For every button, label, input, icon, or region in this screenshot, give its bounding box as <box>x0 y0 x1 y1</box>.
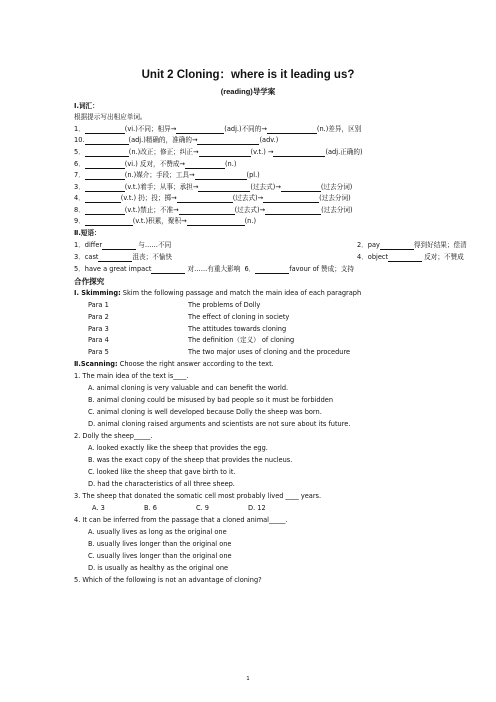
option: B. was the exact copy of the sheep that provides the nucleus. <box>88 456 293 464</box>
option: C. usually lives longer than the original one <box>88 552 232 560</box>
option: B. animal cloning could be misused by bad people so it must be forbidden <box>88 396 334 404</box>
phrase-row: 5．have a great impact 对……有重大影响 6． favour of 赞成；支持 <box>74 265 354 273</box>
option: D. animal cloning raised arguments and scientists are not sure about its future. <box>88 420 351 428</box>
option: A. looked exactly like the sheep that provides the egg. <box>88 444 268 452</box>
para-row: Para 4 The definition（定义） of cloning <box>88 336 295 344</box>
question: 5. Which of the following is not an advantage of cloning? <box>74 576 262 584</box>
question: 4. It can be inferred from the passage that a cloned animal_____. <box>74 516 288 524</box>
para-row: Para 3 The attitudes towards cloning <box>88 325 287 333</box>
option: A. usually lives as long as the original one <box>88 528 227 536</box>
explore-heading: 合作探究 <box>74 277 105 286</box>
skimming-instruction: Ⅰ. Skimming: Skim the following passage and match the main idea of each paragraph <box>74 289 362 297</box>
vocab-item: 3． (v.t.)着手；从事；承担→ (过去式)→ (过去分词) <box>74 183 353 191</box>
phrase-row: 3．cast 沮丧；不愉快 4．object 反对；不赞成 <box>74 253 464 261</box>
option: A. animal cloning is very valuable and can benefit the world. <box>88 384 289 392</box>
page-subtitle: (reading)导学案 <box>220 87 276 96</box>
vocab-item: 10. (adj.)精确的，准确的→ (adv.) <box>74 136 279 144</box>
vocab-item: 1． (vi.)不同；相异→ (adj.)不同的→ (n.)差异，区别 <box>74 125 362 133</box>
phrases-heading: Ⅱ.短语： <box>74 229 101 237</box>
option: D. had the characteristics of all three sheep. <box>88 480 235 488</box>
vocab-instruction: 根据提示写出相应单词。 <box>74 113 147 121</box>
vocab-item: 9． (v.t.)积累，聚积→ (n.) <box>74 217 257 225</box>
option: C. looked like the sheep that gave birth to it. <box>88 468 236 476</box>
vocab-item: 7． (n.)媒介；手段；工具→ (pl.) <box>74 171 260 179</box>
vocab-item: 5． (n.)改正；修正；纠正→ (v.t.) → (adj.正确的) <box>74 148 363 156</box>
page-title: Unit 2 Cloning：where is it leading us? <box>141 69 355 81</box>
vocab-heading: Ⅰ.词汇： <box>74 102 99 110</box>
scanning-instruction: Ⅱ.Scanning: Choose the right answer according to the text. <box>74 360 274 368</box>
question: 3. The sheep that donated the somatic cell most probably lived ____ years. <box>74 492 322 500</box>
vocab-item: 4． (v.t.) 扔；投；掷→ (过去式)→ (过去分词) <box>74 194 351 202</box>
question: 2. Dolly the sheep_____. <box>74 432 153 440</box>
page-number: 1 <box>246 676 250 682</box>
para-row: Para 2 The effect of cloning in society <box>88 313 290 321</box>
question: 1. The main idea of the text is____. <box>74 372 189 380</box>
option: C. animal cloning is well developed because Dolly the sheep was born. <box>88 408 322 416</box>
phrase-row: 1．differ 与……不同 2．pay 得到好结果；偿清 <box>74 241 467 249</box>
para-row: Para 5 The two major uses of cloning and the procedure <box>88 348 351 356</box>
option: D. is usually as healthy as the original one <box>88 564 229 572</box>
vocab-item: 8． (v.t.)禁止；不准→ (过去式)→ (过去分词) <box>74 206 353 214</box>
vocab-item: 6． (vi.) 反对，不赞成→ (n.) <box>74 160 237 168</box>
para-row: Para 1 The problems of Dolly <box>88 301 261 309</box>
option-row: A. 3 B. 6 C. 9 D. 12 <box>92 504 266 512</box>
option: B. usually lives longer than the original one <box>88 540 232 548</box>
